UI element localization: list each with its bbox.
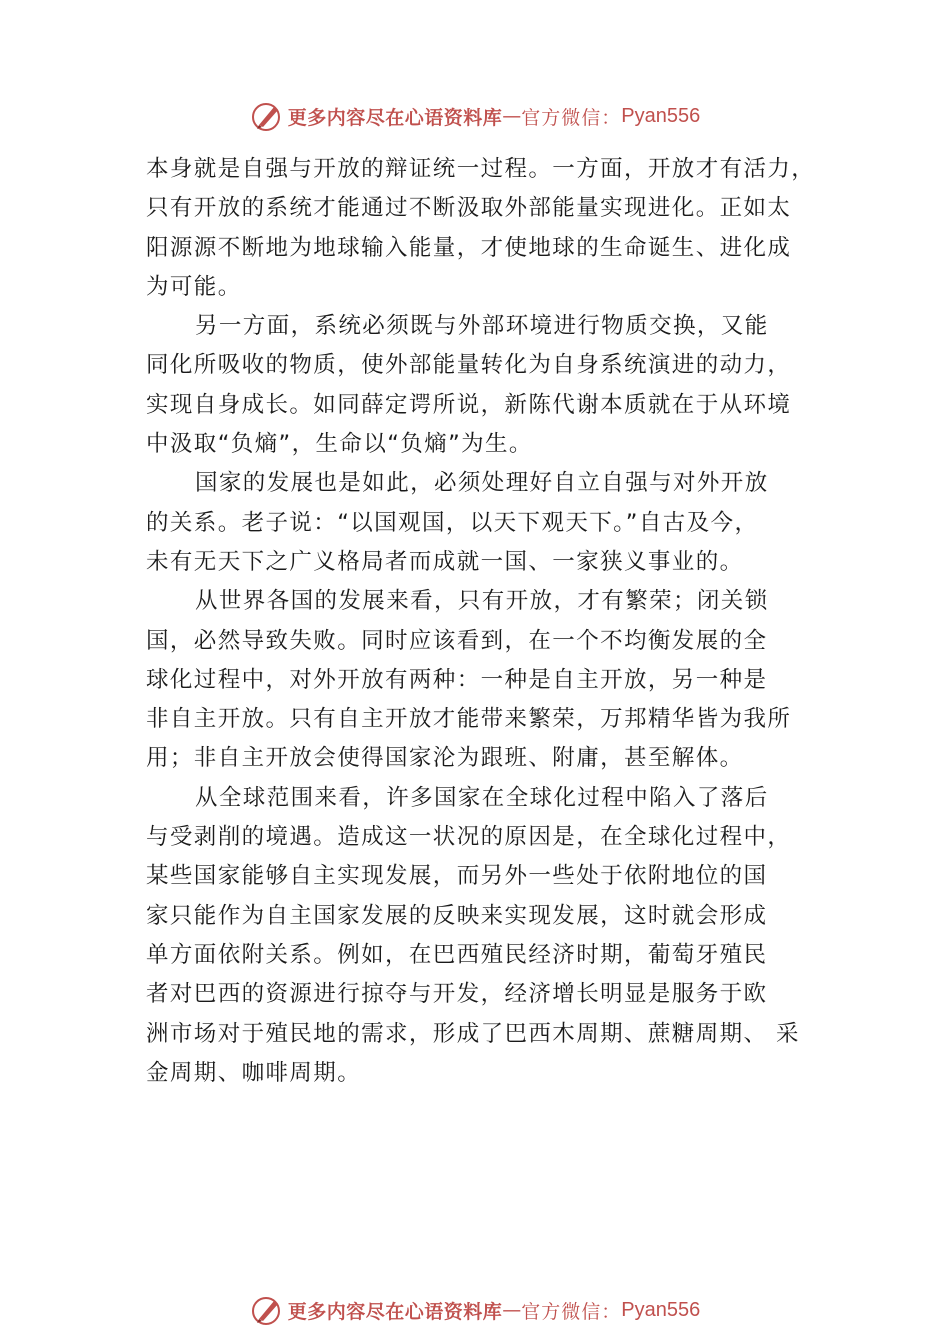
banner-brand-text: 更多内容尽在心语资料库	[287, 1300, 503, 1323]
text-line: 阳源源不断地为地球输入能量，才使地球的生命诞生、进化成	[146, 234, 792, 261]
text-line: 国家的发展也是如此，必须处理好自立自强与对外开放	[195, 470, 769, 497]
header-banner	[0, 94, 950, 138]
document-body	[146, 150, 846, 1093]
text-line: 从世界各国的发展来看，只有开放，才有繁荣；闭关锁	[195, 588, 769, 615]
banner-brand-text: 更多内容尽在心语资料库	[287, 106, 503, 129]
text-line: 非自主开放。只有自主开放才能带来繁荣，万邦精华皆为我所	[146, 706, 792, 733]
banner-wechat-id: Pyan556	[621, 104, 701, 127]
text-line: 洲市场对于殖民地的需求，形成了巴西木周期、蔗糖周期、 采	[146, 1020, 800, 1047]
text-line: 单方面依附关系。例如，在巴西殖民经济时期，葡萄牙殖民	[146, 941, 768, 968]
text-line: 某些国家能够自主实现发展，而另外一些处于依附地位的国	[146, 863, 768, 890]
paragraph	[146, 582, 846, 778]
footer-banner	[0, 1288, 950, 1332]
paragraph	[146, 779, 846, 1093]
text-line: 者对巴西的资源进行掠夺与开发，经济增长明显是服务于欧	[146, 981, 768, 1008]
text-line: 用；非自主开放会使得国家沦为跟班、附庸，甚至解体。	[146, 745, 744, 772]
text-line: 未有无天下之广义格局者而成就一国、一家狭义事业的。	[146, 548, 744, 575]
text-line: 只有开放的系统才能通过不断汲取外部能量实现进化。正如太	[146, 195, 792, 222]
banner-dash: —	[502, 105, 522, 127]
text-line: 为可能。	[146, 273, 242, 300]
paragraph	[146, 464, 846, 582]
text-line: 同化所吸收的物质，使外部能量转化为自身系统演进的动力，	[146, 352, 792, 379]
text-line: 金周期、咖啡周期。	[146, 1059, 362, 1086]
text-line: 球化过程中，对外开放有两种：一种是自主开放，另一种是	[146, 666, 768, 693]
text-line: 实现自身成长。如同薛定谔所说，新陈代谢本质就在于从环境	[146, 391, 792, 418]
text-line: 另一方面，系统必须既与外部环境进行物质交换，又能	[195, 313, 769, 340]
banner-dash: —	[502, 1299, 522, 1321]
paragraph	[146, 307, 846, 464]
banner-official-label: 官方微信：	[521, 106, 622, 129]
banner-official-label: 官方微信：	[521, 1300, 622, 1323]
text-line: 中汲取“负熵”，生命以“负熵”为生。	[146, 431, 533, 458]
text-line: 国，必然导致失败。同时应该看到，在一个不均衡发展的全	[146, 627, 768, 654]
pen-logo-icon	[250, 1293, 284, 1327]
text-line: 家只能作为自主国家发展的反映来实现发展，这时就会形成	[146, 902, 768, 929]
banner-wechat-id: Pyan556	[621, 1298, 701, 1321]
paragraph	[146, 150, 846, 307]
text-line: 从全球范围来看，许多国家在全球化过程中陷入了落后	[195, 784, 769, 811]
text-line: 与受剥削的境遇。造成这一状况的原因是，在全球化过程中，	[146, 824, 792, 851]
text-line: 的关系。老子说：“以国观国，以天下观天下。”自古及今，	[146, 509, 759, 536]
text-line: 本身就是自强与开放的辩证统一过程。一方面，开放才有活力，	[146, 156, 816, 182]
pen-logo-icon	[250, 99, 284, 133]
